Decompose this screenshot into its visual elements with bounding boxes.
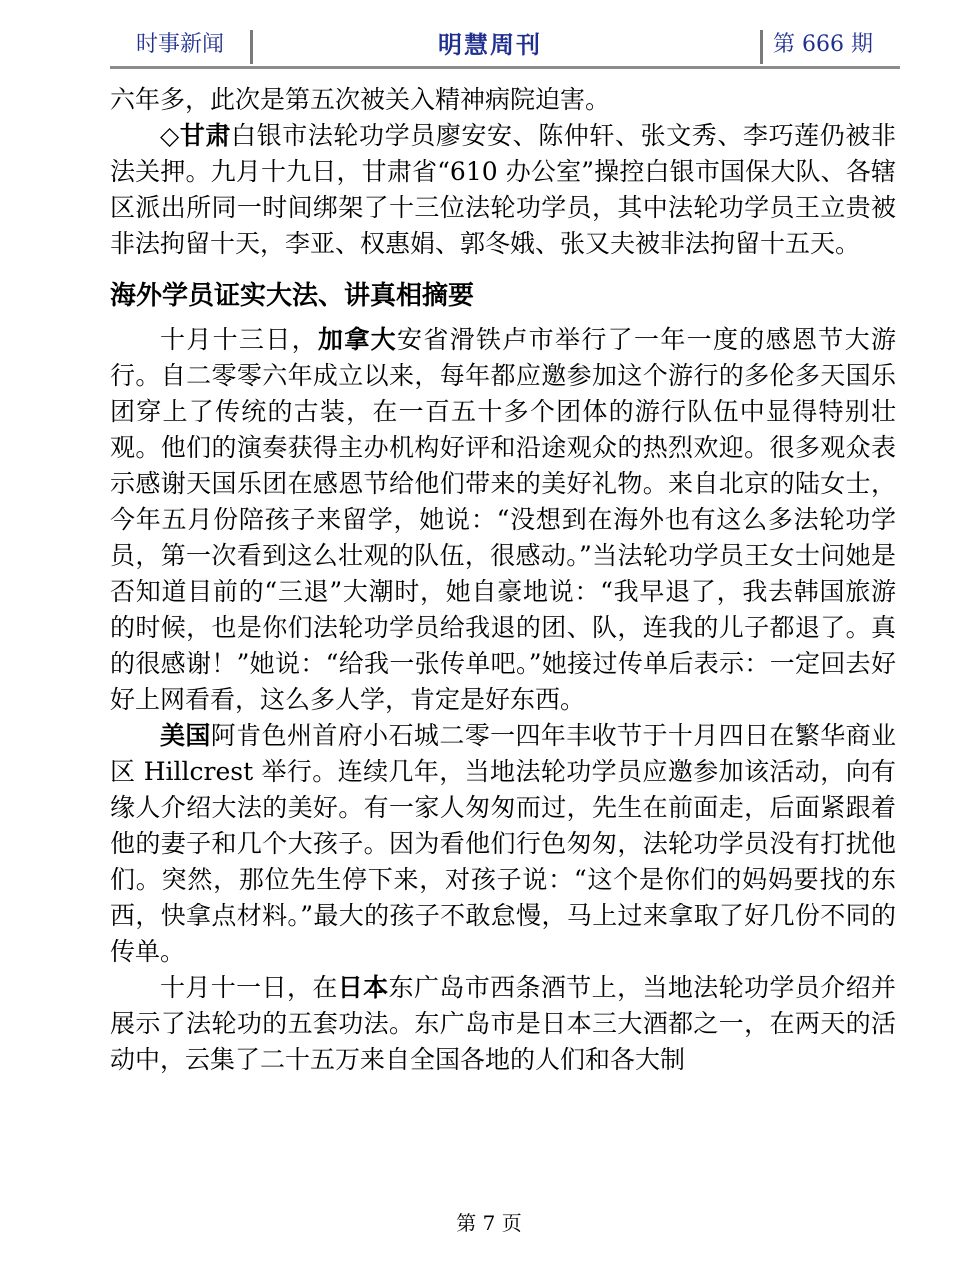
header-rule — [110, 66, 900, 69]
paragraph-text: 安省滑铁卢市举行了一年一度的感恩节大游行。自二零零六年成立以来，每年都应邀参加这个游行的多伦多天国乐团穿上了传统的古装，在一百五十多个团体的游行队伍中显得特别壮观。他们的演奏获得主办机构好评和沿途观众的热烈欢迎。很多观众表示感谢天国乐团在感恩节给他们带来的美好礼物。来自北京的陆女士，今年五月份陪孩子来留学，她说：“没想到在海外也有这么多法轮功学员，第一次看到这么壮观的队伍，很感动。”当法轮功学员王女士问她是否知道目前的“三退”大潮时，她自豪地说：“我早退了，我去韩国旅游的时候，也是你们法轮功学员给我退的团、队，连我的儿子都退了。真的很感谢！”她说：“给我一张传单吧。”她接过传单后表示：一定回去好好上网看看，这么多人学，肯定是好东西。 — [110, 325, 896, 714]
paragraph — [110, 970, 896, 1078]
bullet-mark: ◇ — [160, 121, 180, 150]
page-number: 第 7 页 — [456, 1211, 522, 1235]
paragraph — [110, 82, 896, 118]
paragraph-text: 六年多，此次是第五次被关入精神病院迫害。 — [110, 85, 611, 114]
header-separator — [760, 30, 763, 64]
paragraph-text: 阿肯色州首府小石城二零一四年丰收节于十月四日在繁华商业区 Hillcrest 举行。连续几年，当地法轮功学员应邀参加该活动，向有缘人介绍大法的美好。有一家人匆匆而过，先生在前面走，后面紧跟着他的妻子和几个大孩子。因为看他们行色匆匆，法轮功学员没有打扰他们。突然，那位先生停下来，对孩子说：“这个是你们的妈妈要找的东西，快拿点材料。”最大的孩子不敢怠慢，马上过来拿取了好几份不同的传单。 — [110, 721, 896, 966]
country-name: 日本 — [337, 973, 389, 1002]
country-name: 加拿大 — [318, 325, 397, 354]
article-body — [110, 82, 896, 1078]
paragraph — [110, 118, 896, 262]
issue-number: 第 666 期 — [773, 32, 873, 57]
section-heading: 海外学员证实大法、讲真相摘要 — [110, 281, 475, 311]
section-label: 时事新闻 — [135, 32, 224, 57]
paragraph — [110, 322, 896, 718]
paragraph — [110, 718, 896, 970]
publication-title: 明慧周刊 — [438, 31, 542, 59]
paragraph-text: 十月十一日，在 — [160, 973, 338, 1002]
page-header — [110, 24, 900, 68]
paragraph-text: 十月十三日， — [160, 325, 318, 354]
country-name: 甘肃 — [179, 121, 232, 150]
header-separator — [250, 30, 253, 64]
country-name: 美国 — [160, 721, 211, 750]
paragraph-text: 白银市法轮功学员廖安安、陈仲轩、张文秀、李巧莲仍被非法关押。九月十九日，甘肃省“610 办公室”操控白银市国保大队、各辖区派出所同一时间绑架了十三位法轮功学员，其中法轮功学员王立贵被非法拘留十天，李亚、权惠娟、郭冬娥、张又夫被非法拘留十五天。 — [110, 121, 896, 258]
paragraph-text: 东广岛市西条酒节上，当地法轮功学员介绍并展示了法轮功的五套功法。东广岛市是日本三大酒都之一，在两天的活动中，云集了二十五万来自全国各地的人们和各大制 — [110, 973, 896, 1074]
